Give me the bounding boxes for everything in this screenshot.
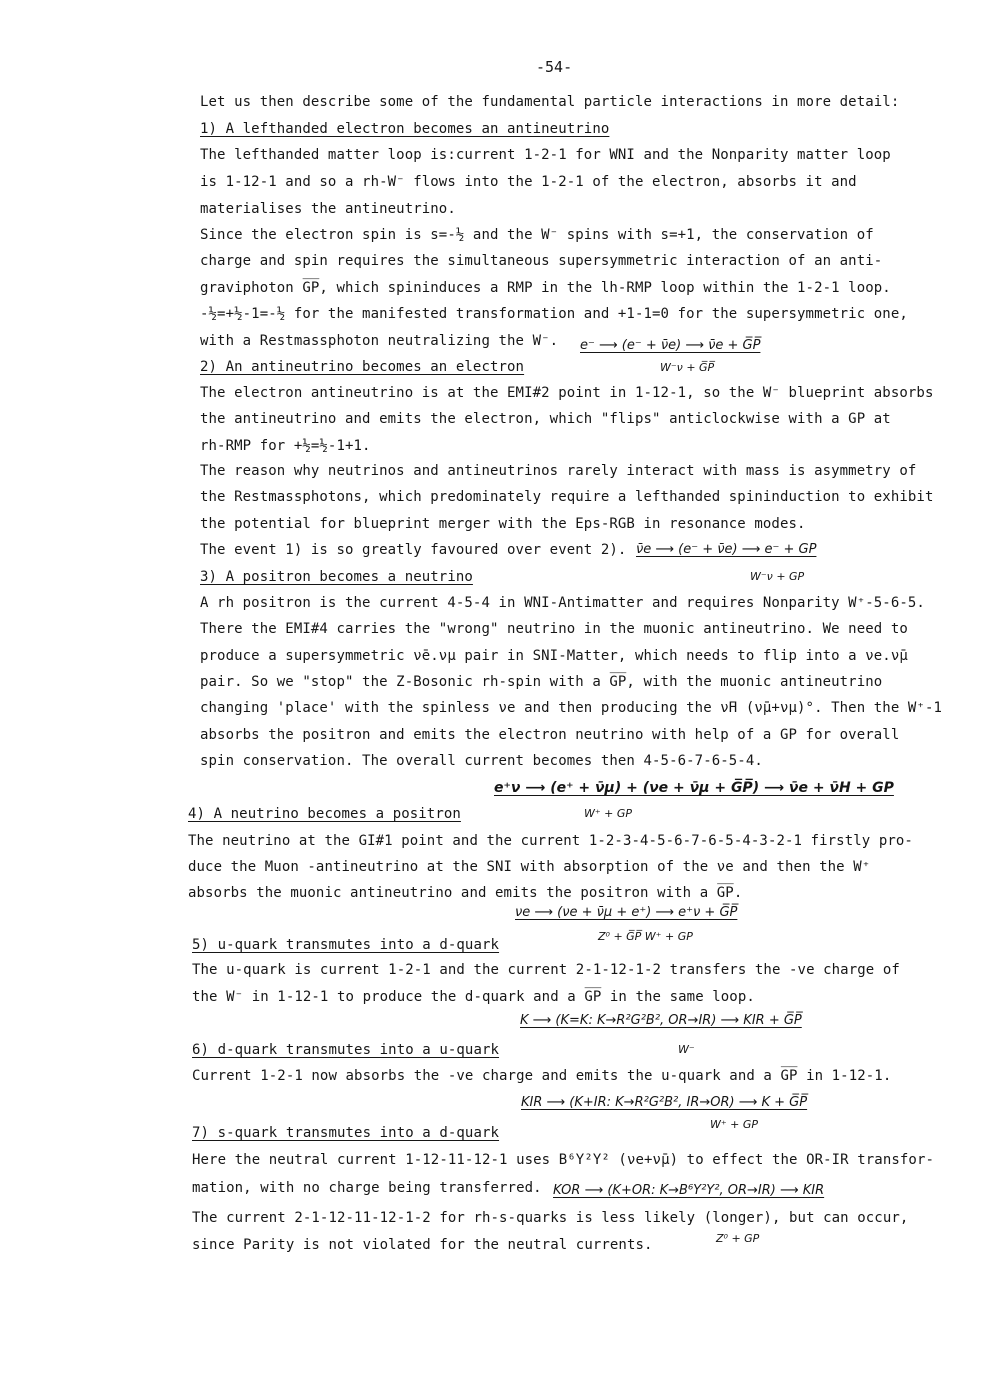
heading-3: 3) A positron becomes a neutrino <box>200 569 473 585</box>
text-line: charge and spin requires the simultaneous supersymmetric interaction of an anti- <box>200 253 883 269</box>
reaction-equation-1-sub: W⁻ν + G̅P̅ <box>660 361 715 374</box>
text-line: materialises the antineutrino. <box>200 201 456 217</box>
text-line: rh-RMP for +½=½-1+1. <box>200 438 371 454</box>
text-line: pair. So we "stop" the Z-Bosonic rh-spin with a G̅P̅, with the muonic antineutrino <box>200 674 883 690</box>
page-number: -54- <box>536 58 573 76</box>
heading-7: 7) s-quark transmutes into a d-quark <box>192 1125 500 1141</box>
reaction-equation-7-sub: Z⁰ + GP <box>716 1232 760 1245</box>
text-line: The lefthanded matter loop is:current 1-2-1 for WNI and the Nonparity matter loop <box>200 147 891 163</box>
reaction-equation-3: e⁺ν ⟶ (e⁺ + ν̄μ) + (νe + ν̄μ + G̅P̅) ⟶ ν̄e + ν̄H + GP <box>494 780 894 796</box>
reaction-equation-3-sub: W⁺ + GP <box>584 807 633 820</box>
reaction-equation-6: KIR ⟶ (K+IR: K→R²G²B², IR→OR) ⟶ K + G̅P̅ <box>521 1095 808 1110</box>
reaction-equation-4-sub: Z⁰ + G̅P̅ W⁺ + GP <box>598 930 693 943</box>
text-line: the Restmassphotons, which predominately require a lefthanded spininduction to exhibit <box>200 489 934 505</box>
heading-2: 2) An antineutrino becomes an electron <box>200 359 525 375</box>
text-line: absorbs the muonic antineutrino and emits the positron with a G̅P̅. <box>188 885 743 901</box>
reaction-equation-2-sub: W⁻ν + GP <box>750 570 805 583</box>
text-line: The u-quark is current 1-2-1 and the current 2-1-12-1-2 transfers the -ve charge of <box>192 962 900 978</box>
text-line: the W⁻ in 1-12-1 to produce the d-quark and a G̅P̅ in the same loop. <box>192 989 755 1005</box>
text-line: spin conservation. The overall current becomes then 4-5-6-7-6-5-4. <box>200 753 763 769</box>
text-line: graviphoton G̅P̅, which spininduces a RMP in the lh-RMP loop within the 1-2-1 loop. <box>200 280 891 296</box>
reaction-equation-2: ν̄e ⟶ (e⁻ + ν̄e) ⟶ e⁻ + GP <box>636 542 817 557</box>
heading-6: 6) d-quark transmutes into a u-quark <box>192 1042 500 1058</box>
text-line: The reason why neutrinos and antineutrinos rarely interact with mass is asymmetry of <box>200 463 917 479</box>
text-line: mation, with no charge being transferred. <box>192 1180 542 1196</box>
text-line: A rh positron is the current 4-5-4 in WNI-Antimatter and requires Nonparity W⁺-5-6-5. <box>200 595 925 611</box>
heading-1: 1) A lefthanded electron becomes an antineutrino <box>200 121 610 137</box>
text-line: -½=+½-1=-½ for the manifested transformation and +1-1=0 for the supersymmetric one, <box>200 306 908 322</box>
text-line: the antineutrino and emits the electron, which "flips" anticlockwise with a GP at <box>200 411 891 427</box>
text-line: The electron antineutrino is at the EMI#2 point in 1-12-1, so the W⁻ blueprint absorbs <box>200 385 934 401</box>
text-line: Current 1-2-1 now absorbs the -ve charge and emits the u-quark and a G̅P̅ in 1-12-1. <box>192 1068 892 1084</box>
text-line: duce the Muon -antineutrino at the SNI with absorption of the νe and then the W⁺ <box>188 859 871 875</box>
reaction-equation-4: νe ⟶ (νe + ν̄μ + e⁺) ⟶ e⁺ν + G̅P̅ <box>515 905 738 920</box>
reaction-equation-6-sub: W⁺ + GP <box>710 1118 759 1131</box>
intro-line: Let us then describe some of the fundamental particle interactions in more detail: <box>200 94 900 110</box>
reaction-equation-1: e⁻ ⟶ (e⁻ + ν̄e) ⟶ ν̄e + G̅P̅ <box>580 338 761 353</box>
text-line: Since the electron spin is s=-½ and the W⁻ spins with s=+1, the conservation of <box>200 227 874 243</box>
text-line: The event 1) is so greatly favoured over event 2). <box>200 542 627 558</box>
reaction-equation-7: KOR ⟶ (K+OR: K→B⁶Y²Y², OR→IR) ⟶ KIR <box>553 1183 825 1198</box>
text-line: There the EMI#4 carries the "wrong" neutrino in the muonic antineutrino. We need to <box>200 621 908 637</box>
heading-5: 5) u-quark transmutes into a d-quark <box>192 937 500 953</box>
text-line: with a Restmassphoton neutralizing the W⁻. <box>200 333 559 349</box>
text-line: the potential for blueprint merger with the Eps-RGB in resonance modes. <box>200 516 806 532</box>
reaction-equation-5-sub: W⁻ <box>678 1043 695 1056</box>
text-line: since Parity is not violated for the neutral currents. <box>192 1237 653 1253</box>
text-line: produce a supersymmetric ν̄e.νμ pair in SNI-Matter, which needs to flip into a νe.ν̄μ <box>200 648 908 664</box>
heading-4: 4) A neutrino becomes a positron <box>188 806 461 822</box>
text-line: The neutrino at the GI#1 point and the current 1-2-3-4-5-6-7-6-5-4-3-2-1 firstly pro- <box>188 833 913 849</box>
text-line: Here the neutral current 1-12-11-12-1 uses B⁶Y²Y² (νe+ν̄μ) to effect the OR-IR transfor- <box>192 1152 934 1168</box>
text-line: changing 'place' with the spinless νe and then producing the ν̄H (ν̄μ+νμ)°. Then the W⁺-1 <box>200 700 942 716</box>
reaction-equation-5: K ⟶ (K=K: K→R²G²B², OR→IR) ⟶ KIR + G̅P̅ <box>520 1013 802 1028</box>
text-line: The current 2-1-12-11-12-1-2 for rh-s-quarks is less likely (longer), but can occur, <box>192 1210 909 1226</box>
text-line: is 1-12-1 and so a rh-W⁻ flows into the 1-2-1 of the electron, absorbs it and <box>200 174 857 190</box>
text-line: absorbs the positron and emits the electron neutrino with help of a GP for overall <box>200 727 900 743</box>
